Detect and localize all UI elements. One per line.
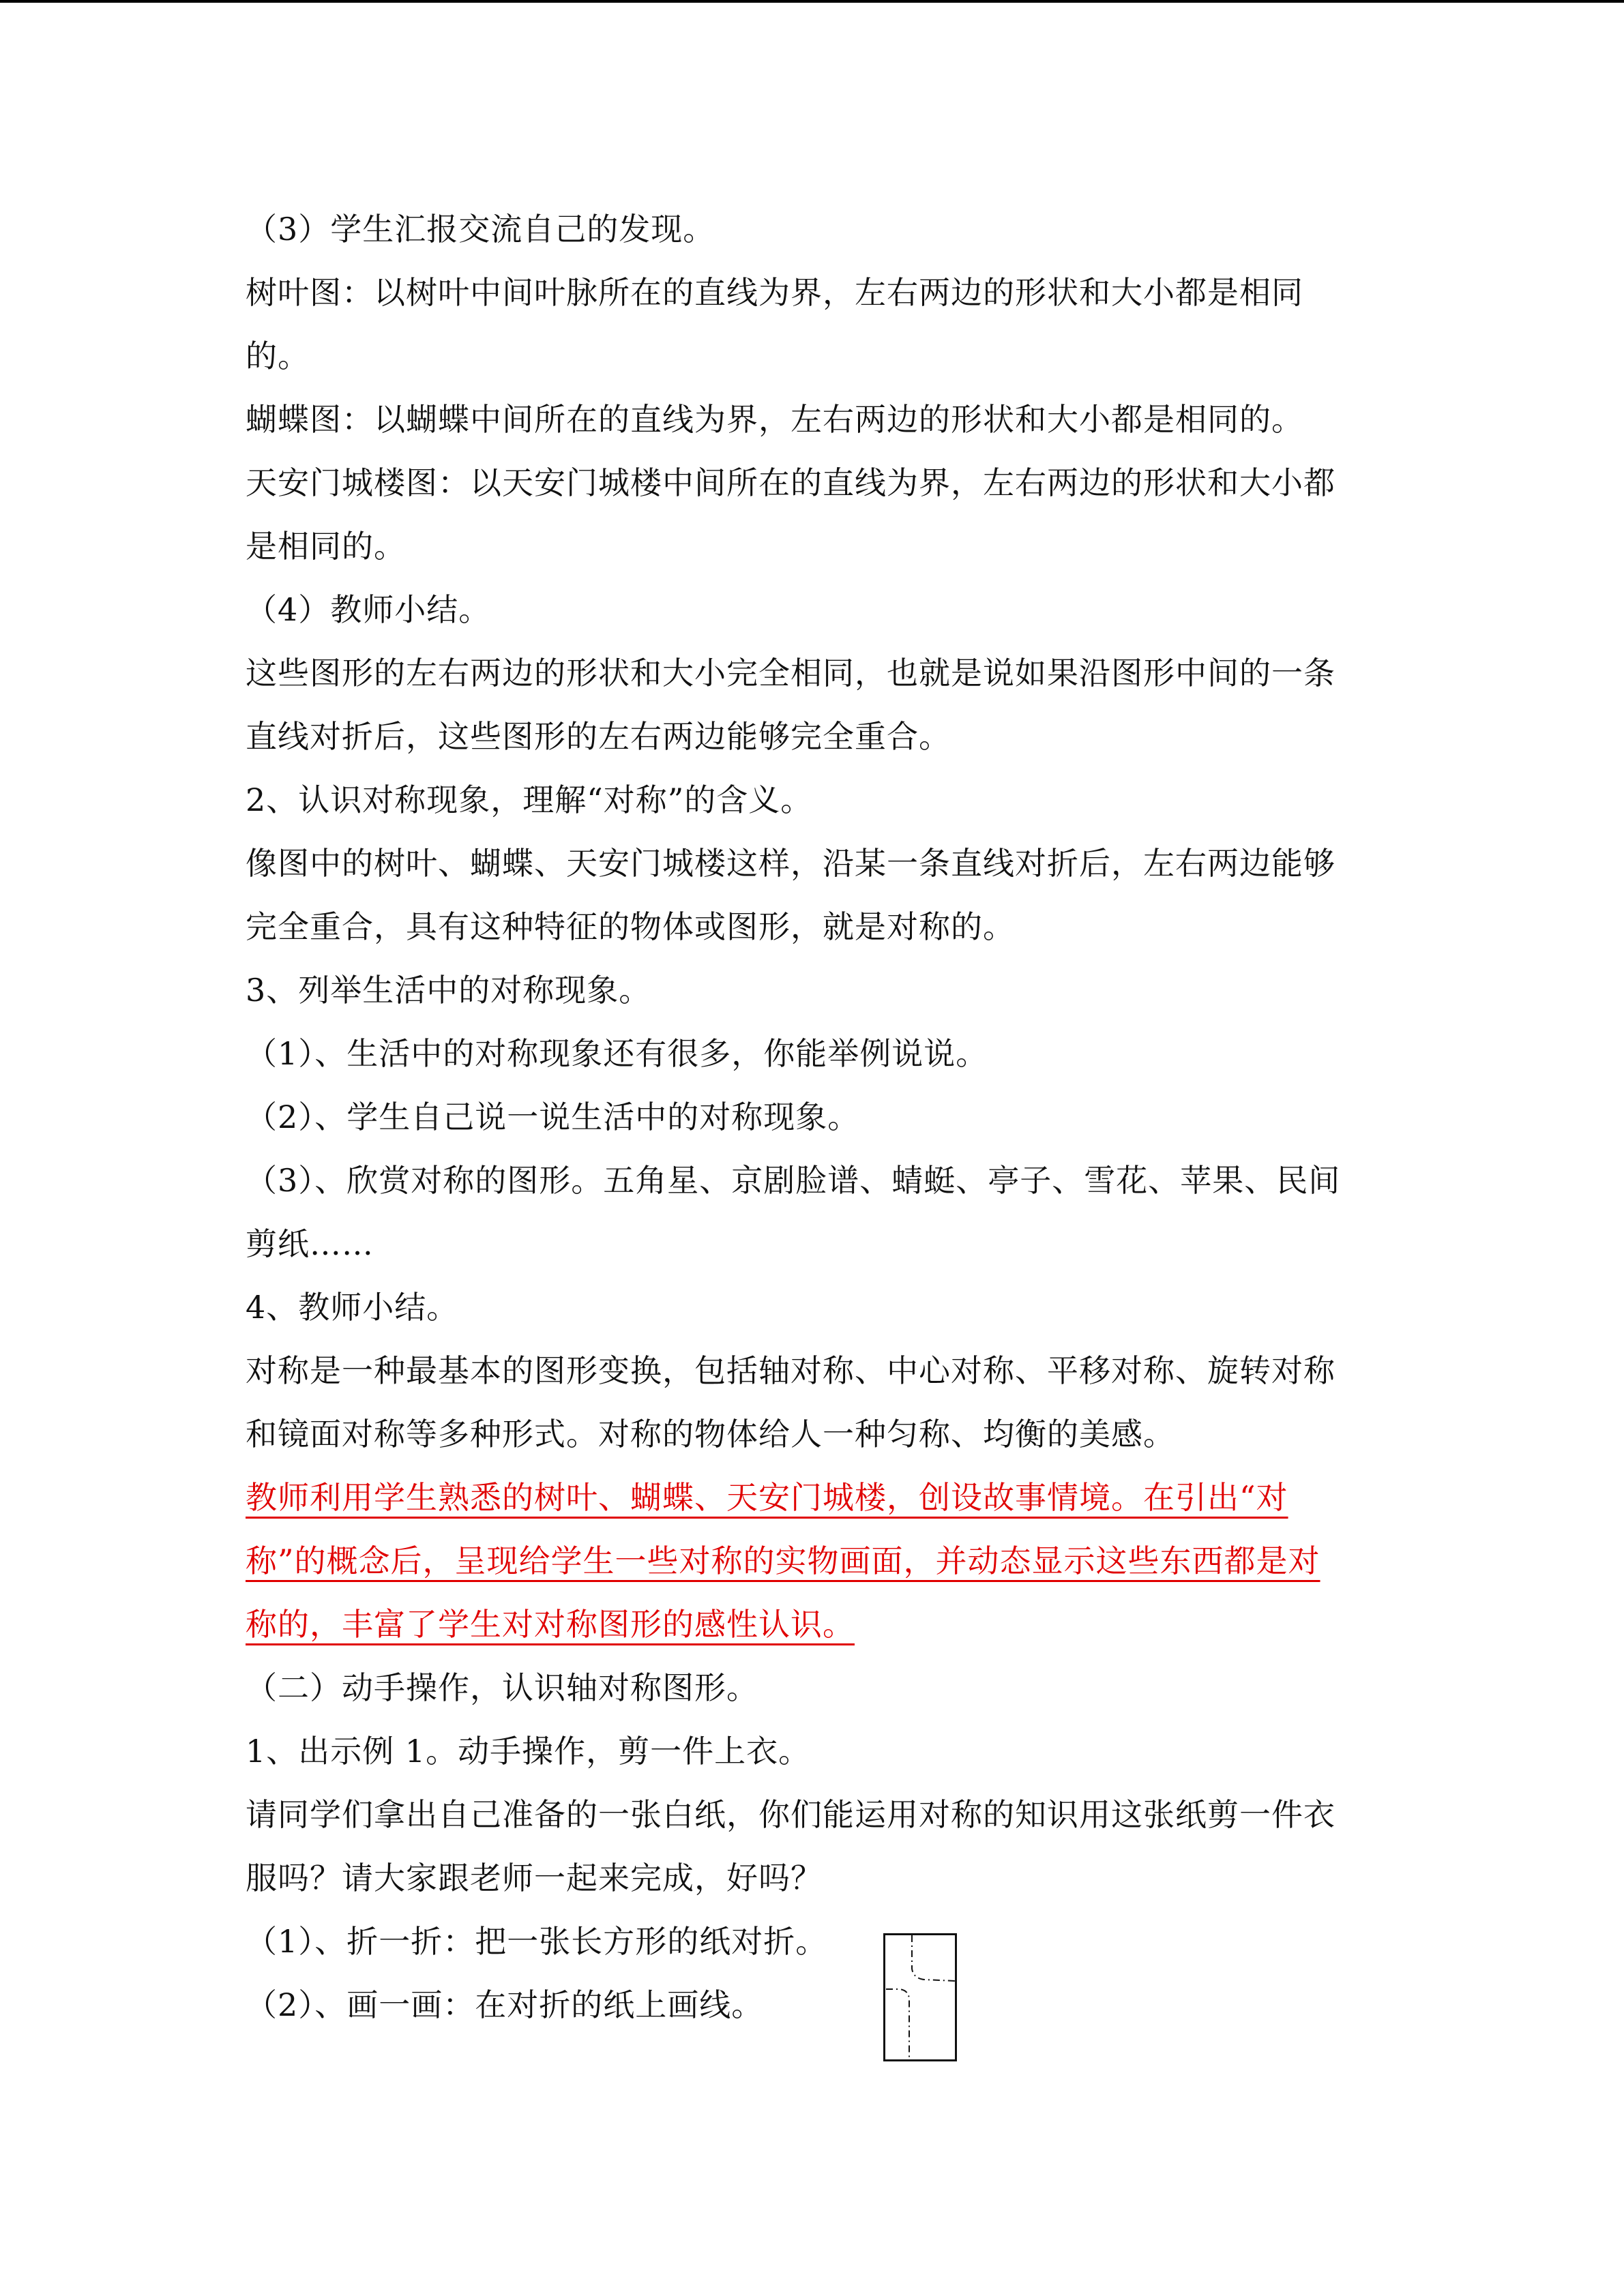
text-line-10 xyxy=(246,769,1364,832)
text-line-14 xyxy=(246,1022,1364,1086)
text-line-5 xyxy=(246,451,1364,515)
folded-paper-figure xyxy=(883,1933,957,2061)
text-line-7 xyxy=(246,578,1364,642)
text-line-6 xyxy=(246,515,1364,578)
paragraph-text: 的。 xyxy=(246,338,310,374)
paragraph-text: （二）动手操作，认识轴对称图形。 xyxy=(246,1669,758,1706)
text-line-29 xyxy=(246,1973,1364,2037)
paragraph-text: 像图中的树叶、蝴蝶、天安门城楼这样，沿某一条直线对折后，左右两边能够 xyxy=(246,845,1335,882)
paragraph-text: 1、出示例 1。动手操作，剪一件上衣。 xyxy=(246,1733,811,1770)
paragraph-text: 对称是一种最基本的图形变换，包括轴对称、中心对称、平移对称、旋转对称 xyxy=(246,1352,1335,1389)
highlighted-note-text: 称”的概念后，呈现给学生一些对称的实物画面，并动态显示这些东西都是对 xyxy=(246,1542,1320,1579)
paragraph-text: 直线对折后，这些图形的左右两边能够完全重合。 xyxy=(246,718,951,755)
paper-outline xyxy=(885,1935,956,2061)
paragraph-text: （4）教师小结。 xyxy=(246,591,491,628)
text-line-28 xyxy=(246,1910,1364,1973)
text-line-25 xyxy=(246,1720,1364,1783)
text-line-11 xyxy=(246,832,1364,895)
text-line-24 xyxy=(246,1656,1364,1720)
text-line-27 xyxy=(246,1847,1364,1910)
text-line-2 xyxy=(246,261,1364,325)
paragraph-text: 完全重合，具有这种特征的物体或图形，就是对称的。 xyxy=(246,908,1015,945)
paragraph-text: 2、认识对称现象，理解“对称”的含义。 xyxy=(246,781,813,818)
text-line-8 xyxy=(246,642,1364,705)
text-line-17 xyxy=(246,1212,1364,1276)
text-line-23 xyxy=(246,1593,1364,1656)
text-line-1 xyxy=(246,198,1364,261)
highlighted-note-text: 称的，丰富了学生对对称图形的感性认识。 xyxy=(246,1606,855,1643)
paragraph-text: （1）、生活中的对称现象还有很多，你能举例说说。 xyxy=(246,1035,988,1072)
paragraph-text: （2）、画一画：在对折的纸上画线。 xyxy=(246,1986,764,2023)
cut-line-dashdot xyxy=(912,1935,956,1981)
paragraph-text: （2）、学生自己说一说生活中的对称现象。 xyxy=(246,1099,860,1135)
paragraph-text: （3）、欣赏对称的图形。五角星、京剧脸谱、蜻蜓、亭子、雪花、苹果、民间 xyxy=(246,1162,1341,1199)
text-line-12 xyxy=(246,895,1364,959)
text-line-26 xyxy=(246,1783,1364,1847)
text-line-20 xyxy=(246,1403,1364,1466)
text-line-9 xyxy=(246,705,1364,769)
text-line-21 xyxy=(246,1466,1364,1530)
page-top-border xyxy=(0,0,1624,3)
text-line-18 xyxy=(246,1276,1364,1339)
paragraph-text: 请同学们拿出自己准备的一张白纸，你们能运用对称的知识用这张纸剪一件衣 xyxy=(246,1796,1335,1833)
highlighted-note-text: 教师利用学生熟悉的树叶、蝴蝶、天安门城楼，创设故事情境。在引出“对 xyxy=(246,1479,1288,1516)
text-line-22 xyxy=(246,1530,1364,1593)
paragraph-text: 树叶图：以树叶中间叶脉所在的直线为界，左右两边的形状和大小都是相同 xyxy=(246,274,1303,311)
paragraph-text: 4、教师小结。 xyxy=(246,1289,459,1326)
text-line-16 xyxy=(246,1149,1364,1212)
paragraph-text: 3、列举生活中的对称现象。 xyxy=(246,972,651,1009)
paragraph-text: 服吗？请大家跟老师一起来完成，好吗？ xyxy=(246,1860,823,1896)
paragraph-text: 天安门城楼图：以天安门城楼中间所在的直线为界，左右两边的形状和大小都 xyxy=(246,464,1335,501)
paragraph-text: （3）学生汇报交流自己的发现。 xyxy=(246,211,715,248)
paragraph-text: 是相同的。 xyxy=(246,528,406,565)
text-line-3 xyxy=(246,325,1364,388)
document-body xyxy=(246,198,1364,2037)
paragraph-text: 和镜面对称等多种形式。对称的物体给人一种匀称、均衡的美感。 xyxy=(246,1416,1175,1452)
text-line-13 xyxy=(246,959,1364,1022)
paragraph-text: 剪纸…… xyxy=(246,1225,374,1262)
text-line-19 xyxy=(246,1339,1364,1403)
text-line-15 xyxy=(246,1086,1364,1149)
paragraph-text: （1）、折一折：把一张长方形的纸对折。 xyxy=(246,1923,828,1960)
paragraph-text: 蝴蝶图：以蝴蝶中间所在的直线为界，左右两边的形状和大小都是相同的。 xyxy=(246,401,1303,438)
text-line-4 xyxy=(246,388,1364,451)
paragraph-text: 这些图形的左右两边的形状和大小完全相同，也就是说如果沿图形中间的一条 xyxy=(246,655,1335,691)
fold-line-dashdot xyxy=(886,1989,909,2060)
